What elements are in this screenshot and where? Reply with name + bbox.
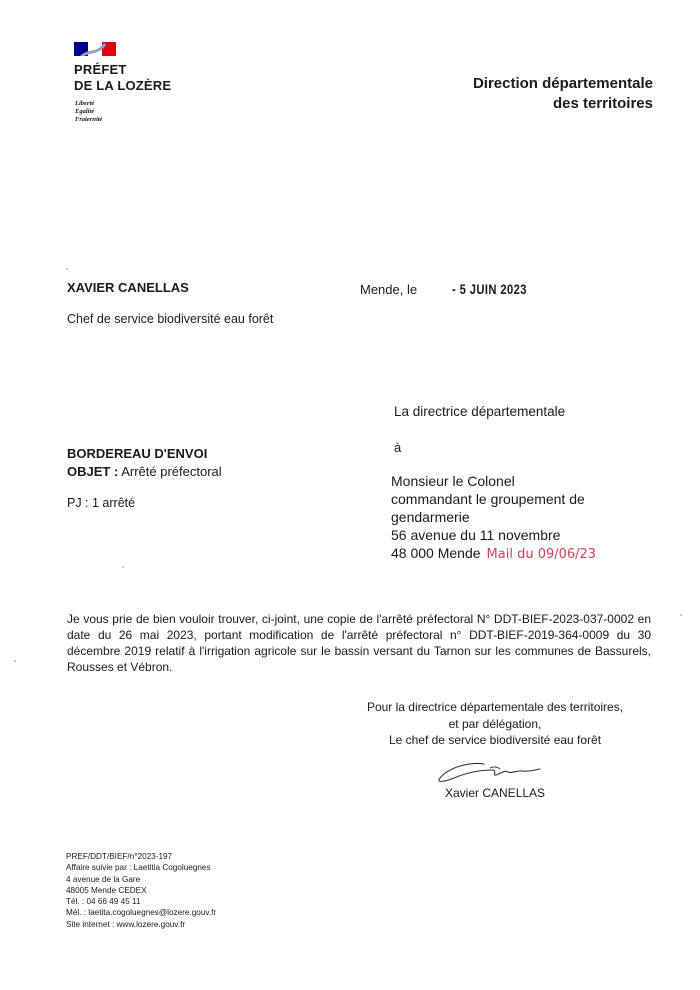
dateline-place: Mende, le xyxy=(360,282,418,297)
handwritten-signature xyxy=(432,756,544,786)
attachments-line: PJ : 1 arrêté xyxy=(67,496,136,510)
motto-egalite: Égalité xyxy=(75,108,95,115)
recipient-line-1: Monsieur le Colonel xyxy=(391,473,515,489)
direction-line-2: des territoires xyxy=(552,95,653,112)
sender-name: XAVIER CANELLAS xyxy=(67,280,189,295)
recipient-address xyxy=(391,472,596,564)
footer-contact-block xyxy=(66,851,216,930)
sender-role: Chef de service biodiversité eau forêt xyxy=(67,312,274,326)
motto-liberte: Liberté xyxy=(75,100,95,107)
prefet-line-2: DE LA LOZÈRE xyxy=(74,78,172,93)
to-label: à xyxy=(394,440,402,455)
footer-contact-person: Affaire suivie par : Laetitia Cogoluegnes xyxy=(66,863,211,873)
objet-label: OBJET : xyxy=(67,464,119,479)
footer-website: Site internet : www.lozere.gouv.fr xyxy=(66,919,186,929)
scan-speck xyxy=(122,566,124,568)
republic-motto xyxy=(75,100,102,124)
prefet-line-1: PRÉFET xyxy=(74,62,127,77)
footer-address-city: 48005 Mende CEDEX xyxy=(66,885,147,895)
closing-line-3: Le chef de service biodiversité eau forêt xyxy=(388,733,602,747)
direction-line-1: Direction départementale xyxy=(472,75,653,92)
handwritten-mail-note: Mail du 09/06/23 xyxy=(486,547,597,562)
closing-block xyxy=(340,699,650,749)
objet-value: Arrêté préfectoral xyxy=(121,464,222,479)
document-type-title: BORDEREAU D'ENVOI xyxy=(67,446,208,461)
recipient-line-4: 56 avenue du 11 novembre xyxy=(391,527,561,543)
recipient-line-3: gendarmerie xyxy=(391,509,470,525)
closing-line-2: et par délégation, xyxy=(448,716,542,731)
objet-line xyxy=(67,464,222,479)
closing-line-1: Pour la directrice départementale des territoires, xyxy=(366,700,624,714)
motto-fraternite: Fraternité xyxy=(75,116,103,123)
scan-speck xyxy=(14,660,16,662)
date-stamp: - 5 JUIN 2023 xyxy=(452,281,527,297)
footer-email: Mél. : laetita.cogoluegnes@lozere.gouv.fr xyxy=(66,908,217,918)
body-paragraph: Je vous prie de bien vouloir trouver, ci-joint, une copie de l'arrêté préfectoral N° DDT-BIEF-2023-037-0002 en date du 26 mai 2023, portant modification de l'arrêté préfectoral n° DDT-BIEF-2019-364-0009 du 30 décembre 2019 relatif à l'irrigation agricole sur le bassin versant du Tarnon sur les communes de Bassurels, Rousses et Vébron. xyxy=(67,612,651,674)
marianne-logo-icon xyxy=(74,42,116,56)
prefet-title xyxy=(74,62,171,94)
footer-reference: PREF/DDT/BIEF/n°2023-197 xyxy=(66,852,173,861)
recipient-line-5 xyxy=(391,544,596,564)
signer-name: Xavier CANELLAS xyxy=(445,786,546,800)
from-label: La directrice départementale xyxy=(394,404,566,419)
recipient-city: 48 000 Mende xyxy=(391,545,481,561)
footer-address-street: 4 avenue de la Gare xyxy=(66,874,141,884)
recipient-line-2: commandant le groupement de xyxy=(391,491,585,507)
scan-speck xyxy=(66,268,68,270)
scan-speck xyxy=(680,614,682,616)
footer-phone: Tél. : 04 66 49 45 11 xyxy=(66,897,141,907)
direction-heading xyxy=(473,74,653,114)
